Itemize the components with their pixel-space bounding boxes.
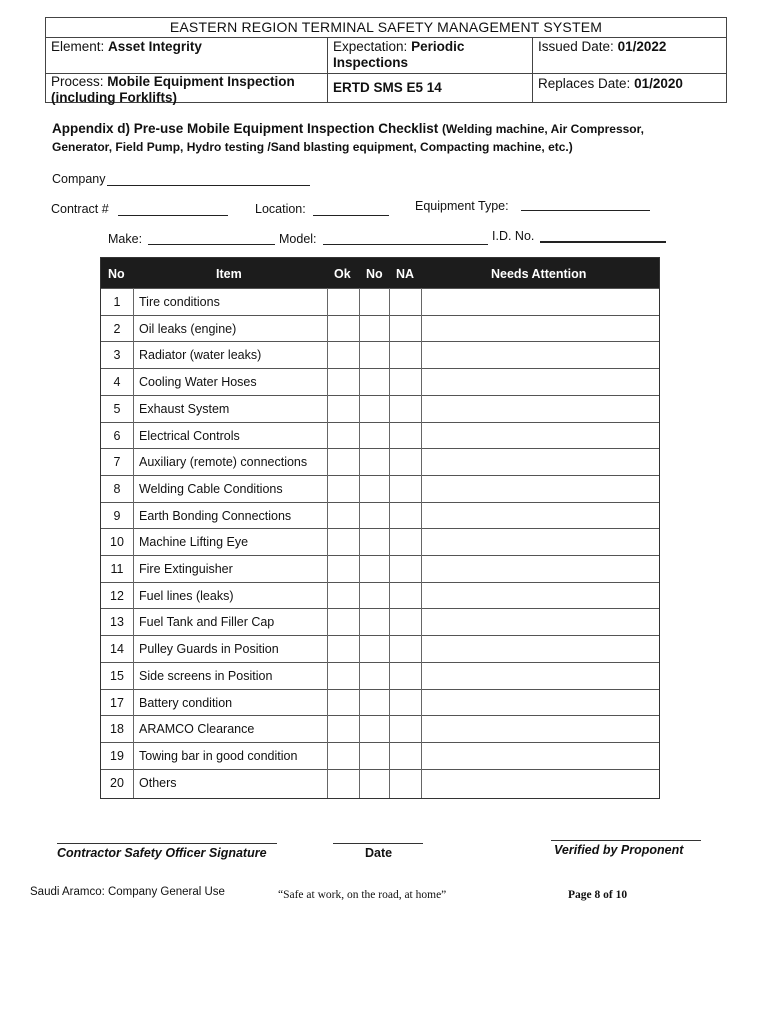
expectation-cell (328, 37, 533, 73)
row-item: ARAMCO Clearance (139, 722, 255, 737)
location-label: Location: (255, 202, 306, 216)
header-item: Item (216, 267, 242, 281)
contract-field[interactable] (118, 215, 228, 216)
element-label: Element: (51, 39, 105, 54)
header-row-1 (46, 37, 726, 74)
replaces-value: 01/2020 (634, 76, 683, 91)
row-number: 13 (110, 615, 124, 630)
row-item: Earth Bonding Connections (139, 508, 292, 523)
header-ok: Ok (334, 267, 351, 281)
table-row (101, 368, 659, 395)
row-number: 19 (110, 748, 124, 763)
company-label: Company (52, 172, 106, 186)
table-row (101, 475, 659, 502)
model-label: Model: (279, 232, 317, 246)
table-row (101, 662, 659, 689)
table-row (101, 769, 659, 796)
issued-value: 01/2022 (617, 39, 667, 54)
row-item: Welding Cable Conditions (139, 481, 283, 496)
row-item: Radiator (water leaks) (139, 348, 262, 363)
row-item: Battery condition (139, 695, 233, 710)
checklist-table (100, 257, 660, 799)
appendix-title: Appendix d) Pre-use Mobile Equipment Inspection Checklist (52, 121, 439, 136)
row-number: 14 (110, 642, 124, 657)
footer-motto: “Safe at work, on the road, at home” (278, 889, 447, 901)
date-label: Date (365, 846, 393, 860)
table-row (101, 555, 659, 582)
footer-classification: Saudi Aramco: Company General Use (30, 886, 225, 898)
document-header (45, 17, 727, 103)
table-row (101, 742, 659, 769)
make-label: Make: (108, 232, 143, 246)
replaces-label: Replaces Date: (538, 76, 631, 91)
row-number: 10 (110, 535, 124, 550)
id-no-label: I.D. No. (492, 229, 535, 243)
proponent-signature-label: Verified by Proponent (554, 843, 684, 857)
table-row (101, 422, 659, 449)
table-row (101, 341, 659, 368)
row-number: 18 (110, 722, 124, 737)
contractor-signature-line[interactable] (57, 843, 277, 844)
column-divider (389, 288, 390, 798)
contractor-signature-label: Contractor Safety Officer Signature (57, 846, 267, 860)
row-number: 7 (113, 455, 121, 470)
table-row (101, 608, 659, 635)
company-field[interactable] (107, 185, 310, 186)
column-divider (327, 288, 328, 798)
header-title: EASTERN REGION TERMINAL SAFETY MANAGEMENT SYSTEM (46, 18, 726, 38)
row-item: Fire Extinguisher (139, 562, 233, 576)
header-na: NA (396, 267, 415, 281)
row-item: Cooling Water Hoses (139, 375, 257, 390)
row-number: 2 (113, 321, 121, 336)
date-line[interactable] (333, 843, 423, 844)
table-row (101, 502, 659, 529)
table-row (101, 528, 659, 555)
equipment-type-label: Equipment Type: (415, 199, 509, 213)
table-header (101, 258, 659, 288)
row-item: Fuel Tank and Filler Cap (139, 615, 275, 630)
table-row (101, 448, 659, 475)
column-divider (133, 288, 134, 798)
column-divider (359, 288, 360, 798)
element-value: Asset Integrity (108, 39, 202, 54)
row-number: 5 (113, 401, 121, 416)
row-number: 9 (113, 508, 121, 523)
row-number: 6 (113, 428, 121, 443)
process-label: Process: (51, 74, 104, 89)
row-number: 8 (113, 481, 121, 496)
table-row (101, 715, 659, 742)
row-item: Electrical Controls (139, 428, 240, 443)
header-no: No (108, 267, 125, 281)
location-field[interactable] (313, 215, 389, 216)
row-number: 15 (110, 668, 124, 683)
expectation-value: Periodic Inspections (333, 39, 465, 70)
header-no-col: No (366, 267, 383, 281)
process-cell (46, 74, 328, 103)
equipment-type-field[interactable] (521, 210, 650, 211)
id-no-field[interactable] (540, 241, 666, 243)
contract-label: Contract # (51, 202, 109, 216)
row-number: 12 (110, 588, 124, 603)
issued-cell (533, 37, 728, 73)
table-row (101, 395, 659, 422)
row-item: Oil leaks (engine) (139, 321, 237, 336)
model-field[interactable] (323, 244, 488, 245)
row-number: 11 (110, 562, 124, 576)
row-item: Exhaust System (139, 401, 230, 416)
footer-page-number: Page 8 of 10 (568, 889, 628, 901)
table-row (101, 635, 659, 662)
appendix-subtitle-2: Generator, Field Pump, Hydro testing /Sand blasting equipment, Compacting machine, etc.) (52, 140, 573, 154)
row-number: 4 (113, 375, 121, 390)
row-item: Tire conditions (139, 295, 220, 309)
row-item: Fuel lines (leaks) (139, 588, 234, 603)
doc-code-cell (328, 74, 533, 103)
element-cell (46, 37, 328, 73)
column-divider (421, 288, 422, 798)
row-item: Machine Lifting Eye (139, 535, 249, 550)
make-field[interactable] (148, 244, 275, 245)
table-row (101, 689, 659, 716)
row-number: 3 (113, 348, 121, 363)
doc-code: ERTD SMS E5 14 (333, 80, 442, 95)
table-row (101, 315, 659, 342)
row-number: 1 (113, 295, 121, 309)
row-item: Side screens in Position (139, 668, 273, 683)
expectation-label: Expectation: (333, 39, 408, 54)
appendix-subtitle-1: (Welding machine, Air Compressor, (441, 122, 644, 136)
proponent-signature-line[interactable] (551, 840, 701, 841)
process-value: Mobile Equipment Inspection (including Forklifts) (51, 74, 295, 105)
header-row-2 (46, 74, 726, 103)
header-needs-attention: Needs Attention (491, 267, 587, 281)
table-row (101, 582, 659, 609)
issued-label: Issued Date: (538, 39, 614, 54)
row-number: 17 (110, 695, 124, 710)
row-number: 20 (110, 775, 124, 790)
table-row (101, 288, 659, 315)
row-item: Towing bar in good condition (139, 748, 298, 763)
replaces-cell (533, 74, 728, 103)
row-item: Auxiliary (remote) connections (139, 455, 308, 470)
row-item: Others (139, 775, 177, 790)
appendix-heading (52, 120, 732, 156)
row-item: Pulley Guards in Position (139, 642, 279, 657)
